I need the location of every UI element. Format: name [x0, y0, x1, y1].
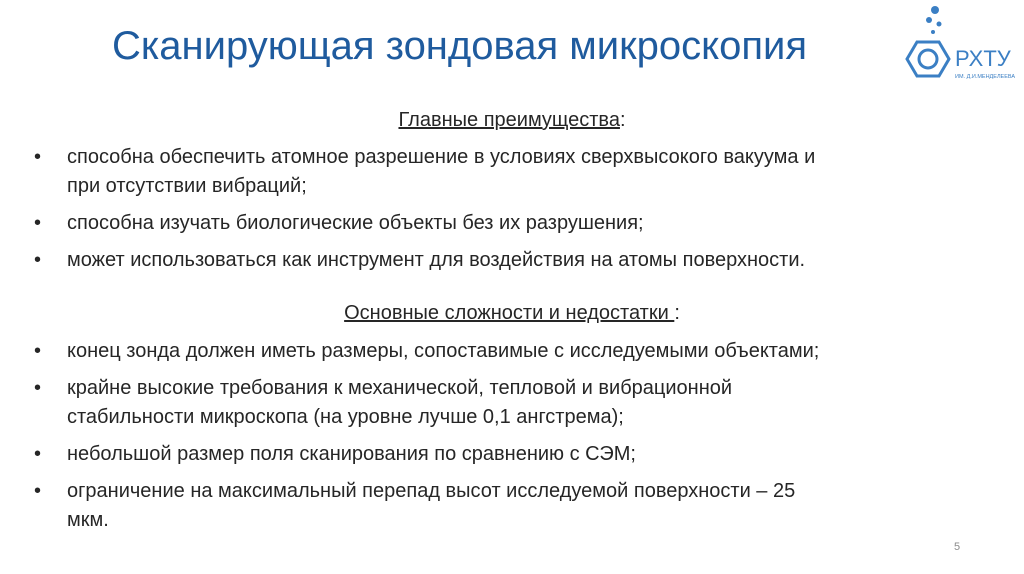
bullet-icon: • [34, 249, 42, 271]
list-item-line: крайне высокие требования к механической, тепловой и вибрационной [67, 377, 733, 399]
list-item-line: способна изучать биологические объекты без их разрушения; [67, 212, 644, 234]
bullet-icon: • [34, 377, 42, 399]
list-item-line: ограничение на максимальный перепад высот исследуемой поверхности – 25 [67, 480, 796, 502]
list-item [34, 246, 994, 275]
list-item [34, 337, 994, 366]
advantages-heading-colon: : [619, 109, 626, 131]
flask-icon [907, 42, 949, 76]
bullet-icon: • [34, 340, 42, 362]
list-item [34, 143, 994, 201]
list-item [34, 440, 994, 469]
list-item-line: небольшой размер поля сканирования по сравнению с СЭМ; [67, 443, 636, 465]
list-item-line: конец зонда должен иметь размеры, сопоставимые с исследуемыми объектами; [67, 340, 820, 362]
logo-text: РХТУ [955, 46, 1011, 71]
list-item-line: при отсутствии вибраций; [67, 175, 307, 197]
list-item-line: способна обеспечить атомное разрешение в условиях сверхвысокого вакуума и [67, 146, 816, 168]
bullet-icon: • [34, 212, 42, 234]
list-item-line: стабильности микроскопа (на уровне лучше 0,1 ангстрема); [67, 406, 624, 428]
drawbacks-heading-text: Основные сложности и недостатки [344, 302, 675, 324]
advantages-list [34, 143, 994, 283]
drawbacks-heading-colon: : [674, 302, 680, 324]
bullet-icon: • [34, 146, 42, 168]
bubble-icon [931, 6, 939, 14]
logo-subtext: ИМ. Д.И.МЕНДЕЛЕЕВА [955, 74, 1016, 80]
page-number: 5 [954, 541, 961, 553]
drawbacks-heading [0, 300, 1024, 326]
advantages-heading-text: Главные преимущества [398, 109, 620, 131]
bullet-icon: • [34, 480, 42, 502]
drawbacks-list [34, 337, 994, 543]
bullet-icon: • [34, 443, 42, 465]
advantages-heading [0, 107, 1024, 133]
list-item-line: может использоваться как инструмент для воздействия на атомы поверхности. [67, 249, 806, 271]
rhtu-logo [895, 2, 1021, 98]
list-item [34, 209, 994, 238]
list-item-line: мкм. [67, 509, 109, 531]
slide-title: Сканирующая зондовая микроскопия [112, 24, 807, 68]
list-item [34, 374, 994, 432]
list-item [34, 477, 994, 535]
